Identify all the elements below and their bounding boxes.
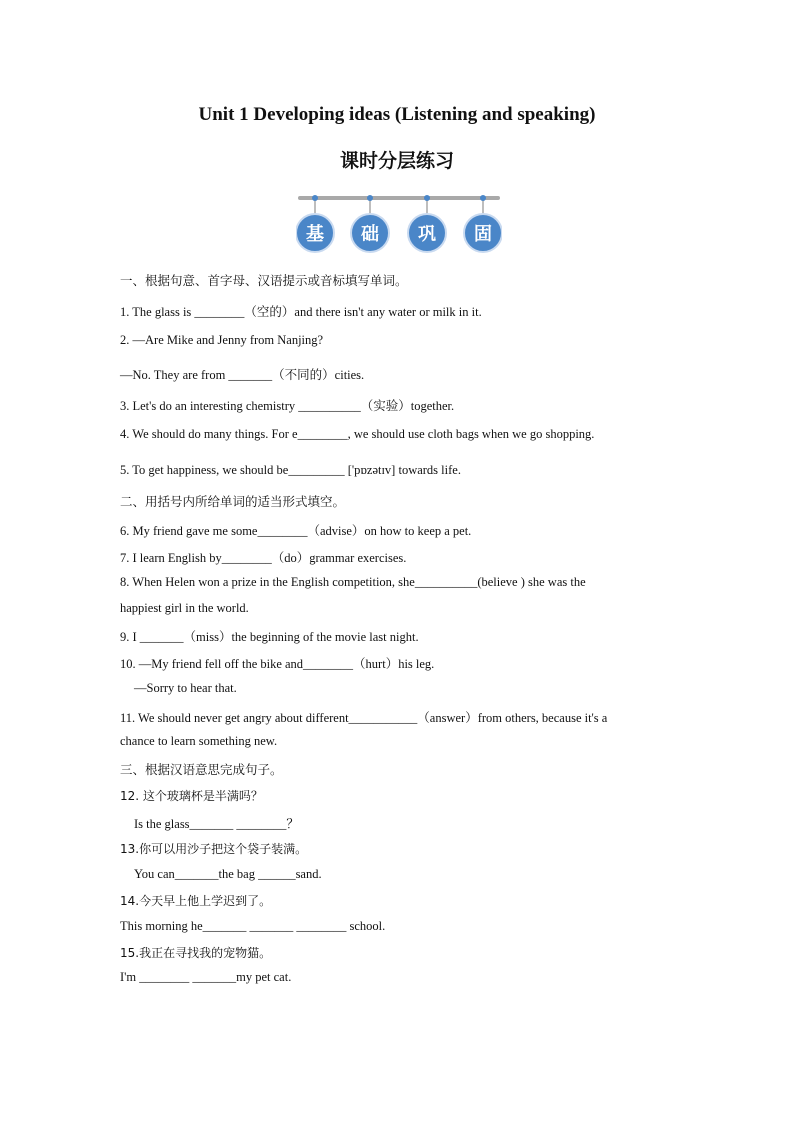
question-10-reply: —Sorry to hear that. <box>134 681 237 695</box>
banner-char-3: 巩 <box>418 224 436 245</box>
question-3: 3. Let's do an interesting chemistry __________（实验）together. <box>120 399 455 413</box>
section-heading-1: 一、根据句意、首字母、汉语提示或音标填写单词。 <box>120 273 408 288</box>
section-heading-3: 三、根据汉语意思完成句子。 <box>120 762 283 777</box>
question-11-cont: chance to learn something new. <box>120 734 278 748</box>
banner-char-2: 础 <box>361 224 379 245</box>
question-2-answer: —No. They are from _______（不同的）cities. <box>120 368 365 382</box>
page-subtitle: 课时分层练习 <box>339 150 454 172</box>
question-11: 11. We should never get angry about different___________（answer）from others, because it's a <box>120 711 608 725</box>
banner-item-1 <box>296 195 334 252</box>
question-15: 15.我正在寻找我的宠物猫。 <box>120 946 272 960</box>
banner-char-4: 固 <box>474 224 492 245</box>
banner-bar <box>298 196 500 200</box>
question-1: 1. The glass is ________（空的）and there isn't any water or milk in it. <box>120 305 482 319</box>
page-title: Unit 1 Developing ideas (Listening and speaking) <box>198 104 596 125</box>
question-13-answer: You can_______the bag ______sand. <box>134 867 322 881</box>
banner-item-3 <box>408 195 446 252</box>
banner-char-1: 基 <box>306 224 324 245</box>
question-14-answer: This morning he_______ _______ ________ school. <box>120 919 386 933</box>
banner-item-4 <box>464 195 502 252</box>
question-14: 14.今天早上他上学迟到了。 <box>120 894 272 908</box>
section-banner <box>296 194 502 254</box>
banner-item-2 <box>351 195 389 252</box>
question-8-cont: happiest girl in the world. <box>120 601 249 615</box>
question-5: 5. To get happiness, we should be_________ ['pɒzətɪv] towards life. <box>120 463 461 477</box>
question-6: 6. My friend gave me some________（advise）on how to keep a pet. <box>120 524 472 538</box>
question-15-answer: I'm ________ _______my pet cat. <box>120 970 292 984</box>
section-heading-2: 二、用括号内所给单词的适当形式填空。 <box>120 494 346 509</box>
question-2: 2. —Are Mike and Jenny from Nanjing? <box>120 333 324 347</box>
question-13: 13.你可以用沙子把这个袋子装满。 <box>120 842 308 856</box>
question-4: 4. We should do many things. For e________, we should use cloth bags when we go shopping. <box>120 427 595 441</box>
question-12: 12. 这个玻璃杯是半满吗？ <box>120 789 263 803</box>
question-10: 10. —My friend fell off the bike and________（hurt）his leg. <box>120 657 435 671</box>
question-7: 7. I learn English by________（do）grammar exercises. <box>120 551 407 565</box>
question-12-answer: Is the glass_______ ________？ <box>134 817 299 831</box>
question-8: 8. When Helen won a prize in the English competition, she__________(believe ) she was the <box>120 575 586 589</box>
question-9: 9. I _______（miss）the beginning of the movie last night. <box>120 630 419 644</box>
